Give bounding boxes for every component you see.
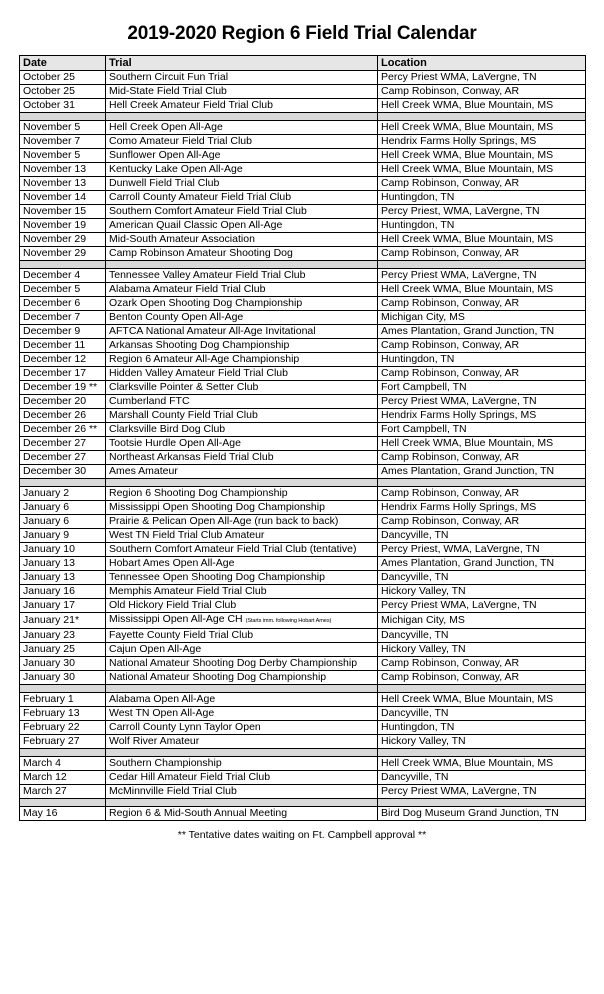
cell-trial: AFTCA National Amateur All-Age Invitational <box>106 325 378 339</box>
table-row <box>20 85 586 99</box>
column-header-location: Location <box>378 56 586 71</box>
cell-location: Percy Priest WMA, LaVergne, TN <box>378 785 586 799</box>
cell-trial: Sunflower Open All-Age <box>106 149 378 163</box>
table-row <box>20 629 586 643</box>
cell-trial: American Quail Classic Open All-Age <box>106 219 378 233</box>
cell-trial: Benton County Open All-Age <box>106 311 378 325</box>
table-row <box>20 99 586 113</box>
table-row <box>20 269 586 283</box>
cell-trial: Mississippi Open Shooting Dog Championship <box>106 501 378 515</box>
table-row <box>20 529 586 543</box>
cell-date: December 17 <box>20 367 106 381</box>
cell-date: December 27 <box>20 451 106 465</box>
cell-location: Dancyville, TN <box>378 629 586 643</box>
cell-location: Huntingdon, TN <box>378 219 586 233</box>
cell-trial: Cumberland FTC <box>106 395 378 409</box>
cell-date: March 27 <box>20 785 106 799</box>
cell-location: Michigan City, MS <box>378 311 586 325</box>
field-trial-calendar-table <box>19 55 586 821</box>
cell-trial: National Amateur Shooting Dog Derby Championship <box>106 657 378 671</box>
cell-location: Hell Creek WMA, Blue Mountain, MS <box>378 757 586 771</box>
cell-location: Camp Robinson, Conway, AR <box>378 339 586 353</box>
table-row <box>20 487 586 501</box>
month-group-separator-cell <box>106 479 378 487</box>
cell-trial: Alabama Open All-Age <box>106 693 378 707</box>
cell-location: Hell Creek WMA, Blue Mountain, MS <box>378 149 586 163</box>
cell-location: Huntingdon, TN <box>378 353 586 367</box>
cell-trial: West TN Field Trial Club Amateur <box>106 529 378 543</box>
cell-trial: Ames Amateur <box>106 465 378 479</box>
cell-trial: Cedar Hill Amateur Field Trial Club <box>106 771 378 785</box>
cell-trial: Region 6 Amateur All-Age Championship <box>106 353 378 367</box>
cell-location: Camp Robinson, Conway, AR <box>378 487 586 501</box>
cell-trial: Clarksville Bird Dog Club <box>106 423 378 437</box>
cell-location: Percy Priest WMA, LaVergne, TN <box>378 269 586 283</box>
month-group-separator-cell <box>20 685 106 693</box>
cell-trial: Hidden Valley Amateur Field Trial Club <box>106 367 378 381</box>
cell-date: December 27 <box>20 437 106 451</box>
month-group-separator-cell <box>106 261 378 269</box>
table-row <box>20 395 586 409</box>
month-group-separator-cell <box>378 261 586 269</box>
cell-date: November 29 <box>20 233 106 247</box>
table-row <box>20 613 586 629</box>
cell-trial: Hobart Ames Open All-Age <box>106 557 378 571</box>
cell-trial: Southern Comfort Amateur Field Trial Club <box>106 205 378 219</box>
month-group-separator <box>20 749 586 757</box>
cell-location: Camp Robinson, Conway, AR <box>378 367 586 381</box>
table-row <box>20 423 586 437</box>
cell-trial: Carroll County Amateur Field Trial Club <box>106 191 378 205</box>
table-row <box>20 785 586 799</box>
table-header-row <box>20 56 586 71</box>
month-group-separator-cell <box>106 749 378 757</box>
month-group-separator-cell <box>378 113 586 121</box>
cell-date: December 30 <box>20 465 106 479</box>
cell-location: Hell Creek WMA, Blue Mountain, MS <box>378 121 586 135</box>
cell-trial: Cajun Open All-Age <box>106 643 378 657</box>
table-row <box>20 543 586 557</box>
cell-trial: Region 6 & Mid-South Annual Meeting <box>106 807 378 821</box>
table-row <box>20 297 586 311</box>
cell-date: January 6 <box>20 515 106 529</box>
table-row <box>20 219 586 233</box>
cell-location: Hendrix Farms Holly Springs, MS <box>378 409 586 423</box>
cell-trial: Hell Creek Amateur Field Trial Club <box>106 99 378 113</box>
cell-date: January 6 <box>20 501 106 515</box>
cell-date: November 5 <box>20 149 106 163</box>
table-row <box>20 707 586 721</box>
cell-date: February 13 <box>20 707 106 721</box>
month-group-separator-cell <box>378 799 586 807</box>
cell-trial: Mid-State Field Trial Club <box>106 85 378 99</box>
cell-location: Hell Creek WMA, Blue Mountain, MS <box>378 693 586 707</box>
cell-date: January 13 <box>20 557 106 571</box>
cell-date: December 7 <box>20 311 106 325</box>
cell-trial: Region 6 Shooting Dog Championship <box>106 487 378 501</box>
page-title: 2019-2020 Region 6 Field Trial Calendar <box>127 23 477 44</box>
cell-location: Hell Creek WMA, Blue Mountain, MS <box>378 233 586 247</box>
table-row <box>20 205 586 219</box>
month-group-separator-cell <box>106 113 378 121</box>
cell-location: Hendrix Farms Holly Springs, MS <box>378 135 586 149</box>
cell-trial: Wolf River Amateur <box>106 735 378 749</box>
cell-date: November 7 <box>20 135 106 149</box>
cell-trial: Marshall County Field Trial Club <box>106 409 378 423</box>
cell-date: January 13 <box>20 571 106 585</box>
cell-date: November 5 <box>20 121 106 135</box>
cell-date: January 21* <box>20 613 106 629</box>
cell-trial: Camp Robinson Amateur Shooting Dog <box>106 247 378 261</box>
table-row <box>20 339 586 353</box>
cell-trial: Como Amateur Field Trial Club <box>106 135 378 149</box>
cell-location: Michigan City, MS <box>378 613 586 629</box>
cell-location: Percy Priest, WMA, LaVergne, TN <box>378 543 586 557</box>
cell-date: October 25 <box>20 71 106 85</box>
cell-trial: Mid-South Amateur Association <box>106 233 378 247</box>
table-row <box>20 465 586 479</box>
cell-trial: Northeast Arkansas Field Trial Club <box>106 451 378 465</box>
cell-location: Camp Robinson, Conway, AR <box>378 85 586 99</box>
table-header <box>20 56 586 71</box>
cell-location: Ames Plantation, Grand Junction, TN <box>378 325 586 339</box>
month-group-separator-cell <box>20 479 106 487</box>
cell-date: January 17 <box>20 599 106 613</box>
cell-trial: Southern Championship <box>106 757 378 771</box>
table-row <box>20 693 586 707</box>
table-row <box>20 121 586 135</box>
cell-date: January 30 <box>20 657 106 671</box>
cell-trial: McMinnville Field Trial Club <box>106 785 378 799</box>
table-row <box>20 557 586 571</box>
cell-trial: Tennessee Valley Amateur Field Trial Club <box>106 269 378 283</box>
table-row <box>20 599 586 613</box>
cell-location: Dancyville, TN <box>378 771 586 785</box>
trial-note: (Starts imm. following Hobart Ames) <box>245 618 332 624</box>
cell-date: January 16 <box>20 585 106 599</box>
cell-location: Camp Robinson, Conway, AR <box>378 451 586 465</box>
cell-location: Hell Creek WMA, Blue Mountain, MS <box>378 437 586 451</box>
table-row <box>20 571 586 585</box>
cell-trial: Carroll County Lynn Taylor Open <box>106 721 378 735</box>
cell-trial: West TN Open All-Age <box>106 707 378 721</box>
cell-location: Fort Campbell, TN <box>378 381 586 395</box>
cell-date: January 10 <box>20 543 106 557</box>
cell-location: Fort Campbell, TN <box>378 423 586 437</box>
cell-date: November 13 <box>20 177 106 191</box>
cell-date: December 6 <box>20 297 106 311</box>
cell-date: December 26 <box>20 409 106 423</box>
cell-trial: Alabama Amateur Field Trial Club <box>106 283 378 297</box>
cell-trial: Fayette County Field Trial Club <box>106 629 378 643</box>
table-row <box>20 353 586 367</box>
cell-location: Hell Creek WMA, Blue Mountain, MS <box>378 99 586 113</box>
cell-location: Dancyville, TN <box>378 707 586 721</box>
table-row <box>20 757 586 771</box>
cell-date: February 22 <box>20 721 106 735</box>
cell-location: Huntingdon, TN <box>378 721 586 735</box>
cell-date: December 26 ** <box>20 423 106 437</box>
cell-location: Camp Robinson, Conway, AR <box>378 515 586 529</box>
table-row <box>20 367 586 381</box>
month-group-separator-cell <box>106 685 378 693</box>
table-row <box>20 191 586 205</box>
cell-location: Dancyville, TN <box>378 571 586 585</box>
cell-location: Hell Creek WMA, Blue Mountain, MS <box>378 283 586 297</box>
table-row <box>20 177 586 191</box>
table-row <box>20 671 586 685</box>
month-group-separator-cell <box>20 261 106 269</box>
table-row <box>20 247 586 261</box>
cell-trial: Southern Comfort Amateur Field Trial Club (tentative) <box>106 543 378 557</box>
cell-date: November 15 <box>20 205 106 219</box>
cell-location: Hendrix Farms Holly Springs, MS <box>378 501 586 515</box>
month-group-separator-cell <box>20 749 106 757</box>
cell-location: Percy Priest WMA, LaVergne, TN <box>378 395 586 409</box>
month-group-separator-cell <box>378 479 586 487</box>
cell-date: May 16 <box>20 807 106 821</box>
column-header-trial: Trial <box>106 56 378 71</box>
table-row <box>20 283 586 297</box>
cell-location: Hickory Valley, TN <box>378 585 586 599</box>
cell-date: February 27 <box>20 735 106 749</box>
cell-date: January 23 <box>20 629 106 643</box>
cell-date: March 12 <box>20 771 106 785</box>
cell-date: December 4 <box>20 269 106 283</box>
cell-location: Percy Priest, WMA, LaVergne, TN <box>378 205 586 219</box>
cell-date: January 2 <box>20 487 106 501</box>
cell-location: Bird Dog Museum Grand Junction, TN <box>378 807 586 821</box>
cell-trial: Ozark Open Shooting Dog Championship <box>106 297 378 311</box>
cell-trial: Prairie & Pelican Open All-Age (run back to back) <box>106 515 378 529</box>
trial-name: Mississippi Open All-Age CH <box>109 613 243 625</box>
cell-location: Camp Robinson, Conway, AR <box>378 247 586 261</box>
table-row <box>20 163 586 177</box>
cell-location: Camp Robinson, Conway, AR <box>378 657 586 671</box>
table-row <box>20 735 586 749</box>
cell-date: November 29 <box>20 247 106 261</box>
month-group-separator-cell <box>106 799 378 807</box>
cell-trial: Kentucky Lake Open All-Age <box>106 163 378 177</box>
calendar-table-container <box>19 46 585 821</box>
cell-date: December 12 <box>20 353 106 367</box>
cell-date: December 20 <box>20 395 106 409</box>
cell-location: Hickory Valley, TN <box>378 735 586 749</box>
table-row <box>20 149 586 163</box>
cell-trial: Clarksville Pointer & Setter Club <box>106 381 378 395</box>
cell-date: December 9 <box>20 325 106 339</box>
cell-date: January 9 <box>20 529 106 543</box>
cell-location: Percy Priest WMA, LaVergne, TN <box>378 599 586 613</box>
table-row <box>20 807 586 821</box>
cell-date: October 31 <box>20 99 106 113</box>
cell-trial: Tennessee Open Shooting Dog Championship <box>106 571 378 585</box>
table-row <box>20 771 586 785</box>
month-group-separator-cell <box>20 799 106 807</box>
cell-location: Camp Robinson, Conway, AR <box>378 671 586 685</box>
cell-date: December 5 <box>20 283 106 297</box>
month-group-separator-cell <box>20 113 106 121</box>
cell-location: Hickory Valley, TN <box>378 643 586 657</box>
table-row <box>20 71 586 85</box>
cell-location: Percy Priest WMA, LaVergne, TN <box>378 71 586 85</box>
cell-trial: Hell Creek Open All-Age <box>106 121 378 135</box>
table-row <box>20 721 586 735</box>
table-row <box>20 135 586 149</box>
cell-trial: Old Hickory Field Trial Club <box>106 599 378 613</box>
cell-trial <box>106 613 378 629</box>
cell-date: March 4 <box>20 757 106 771</box>
table-row <box>20 381 586 395</box>
table-row <box>20 437 586 451</box>
cell-trial: Memphis Amateur Field Trial Club <box>106 585 378 599</box>
cell-trial: National Amateur Shooting Dog Championship <box>106 671 378 685</box>
footnote: ** Tentative dates waiting on Ft. Campbell approval ** <box>177 829 427 841</box>
table-row <box>20 311 586 325</box>
cell-trial: Dunwell Field Trial Club <box>106 177 378 191</box>
cell-trial: Southern Circuit Fun Trial <box>106 71 378 85</box>
table-row <box>20 233 586 247</box>
cell-location: Ames Plantation, Grand Junction, TN <box>378 465 586 479</box>
cell-location: Camp Robinson, Conway, AR <box>378 177 586 191</box>
cell-date: December 11 <box>20 339 106 353</box>
cell-trial: Tootsie Hurdle Open All-Age <box>106 437 378 451</box>
cell-trial: Arkansas Shooting Dog Championship <box>106 339 378 353</box>
table-row <box>20 409 586 423</box>
table-row <box>20 585 586 599</box>
cell-location: Hell Creek WMA, Blue Mountain, MS <box>378 163 586 177</box>
table-row <box>20 515 586 529</box>
table-row <box>20 501 586 515</box>
table-row <box>20 325 586 339</box>
table-row <box>20 643 586 657</box>
month-group-separator-cell <box>378 749 586 757</box>
cell-location: Dancyville, TN <box>378 529 586 543</box>
table-row <box>20 657 586 671</box>
cell-date: January 25 <box>20 643 106 657</box>
month-group-separator <box>20 685 586 693</box>
cell-date: November 14 <box>20 191 106 205</box>
cell-location: Huntingdon, TN <box>378 191 586 205</box>
month-group-separator-cell <box>378 685 586 693</box>
column-header-date: Date <box>20 56 106 71</box>
table-row <box>20 451 586 465</box>
month-group-separator <box>20 113 586 121</box>
cell-date: February 1 <box>20 693 106 707</box>
cell-date: November 13 <box>20 163 106 177</box>
cell-date: November 19 <box>20 219 106 233</box>
cell-location: Camp Robinson, Conway, AR <box>378 297 586 311</box>
month-group-separator <box>20 799 586 807</box>
cell-date: January 30 <box>20 671 106 685</box>
month-group-separator <box>20 261 586 269</box>
cell-date: October 25 <box>20 85 106 99</box>
month-group-separator <box>20 479 586 487</box>
cell-date: December 19 ** <box>20 381 106 395</box>
cell-location: Ames Plantation, Grand Junction, TN <box>378 557 586 571</box>
table-body <box>20 71 586 821</box>
